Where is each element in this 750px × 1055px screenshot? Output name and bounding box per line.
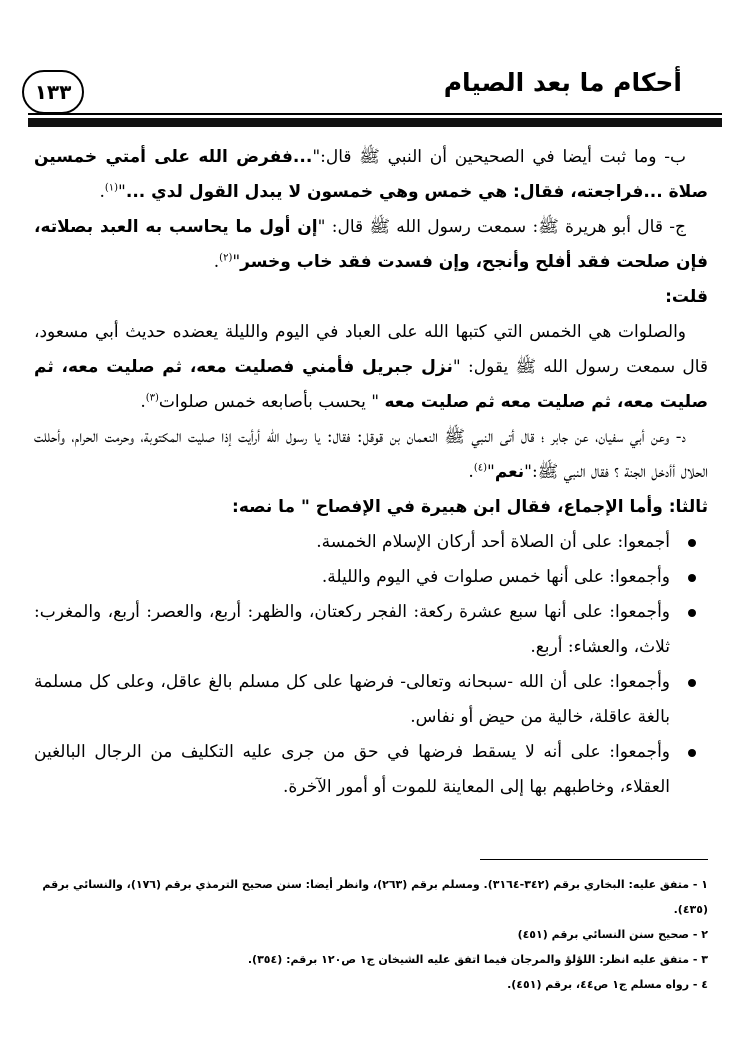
qult-heading: قلت: [665, 287, 708, 307]
bullet-icon [688, 574, 696, 582]
footnote-ref-4: (٤) [473, 462, 487, 474]
paragraph-b-end: " [118, 182, 126, 202]
bullet-icon [688, 609, 696, 617]
paragraph-salawat-quote: نزل جبريل فأمني فصليت معه، ثم صليت معه، ثم صليت معه، ثم صليت معه ثم صليت معه [34, 357, 708, 412]
list-item-text: وأجمعوا: على أنه لا يسقط فرضها في حق من جرى عليه التكليف من الرجال البالغين العقلاء، وخاطبهم بها إلى المعاينة للموت أو أمور الآخرة. [34, 742, 670, 797]
paragraph-b: ب- وما ثبت أيضا في الصحيحين أن النبي ﷺ قال:"...ففرض الله على أمتي خمسين صلاة ...فراجعته، فقال: هي خمس وهي خمسون لا يبدل القول لدي ..."$^{(١)}$. [34, 147, 708, 202]
list-item [34, 665, 708, 735]
paragraph-d-end: " [487, 462, 495, 482]
page-number: ١٣٣ [22, 70, 84, 114]
paragraph-salawat-intro: والصلوات هي الخمس التي كتبها الله على العباد في اليوم والليلة يعضده حديث أبي مسعود، قال سمعت رسول الله ﷺ يقول: " [34, 322, 709, 377]
footnote-ref-2: (٢) [219, 252, 233, 264]
paragraph-b-intro: ب- وما ثبت أيضا في الصحيحين أن النبي ﷺ قال:" [312, 147, 686, 167]
list-item-text: وأجمعوا: على أنها خمس صلوات في اليوم والليلة. [321, 567, 670, 587]
paragraph-b-quote: ...ففرض الله على أمتي خمسين صلاة ...فراجعته، فقال: هي خمس وهي خمسون لا يبدل القول لدي ... [34, 147, 708, 202]
paragraph-j-end: " [232, 252, 241, 272]
footnote-2: ٢ - صحيح سنن النسائي برقم (٤٥١) [517, 928, 708, 941]
list-item [34, 525, 708, 560]
bullet-icon [688, 539, 696, 547]
main-text [34, 140, 708, 805]
list-item [34, 595, 708, 665]
header-rule-thick [28, 118, 722, 127]
footnote-ref-3: (٣) [145, 392, 159, 404]
paragraph-d: د- وعن أبي سفيان، عن جابر ؛ قال أتى النبي ﷺ النعمان بن قوقل: فقال: يا رسول الله أرأيت إذا صليت المكتوبة، وحرمت الحرام، وأحللت الحلال أأدخل الجنة ؟ فقال النبي ﷺ:"نعم"$^{(٤)}$. [34, 427, 708, 482]
footnote-divider [480, 859, 708, 860]
thalithan-heading: ثالثا: وأما الإجماع، فقال ابن هبيرة في الإفصاح " ما نصه: [232, 497, 708, 517]
list-item-text: أجمعوا: على أن الصلاة أحد أركان الإسلام الخمسة. [316, 532, 670, 552]
footnote-1: ١ - متفق عليه: البخاري برقم (٣٤٢-٣١٦٤). ومسلم برقم (٢٦٣)، وانظر أيضا: سنن صحيح الترمذي برقم (١٧٦)، والنسائي برقم (٤٣٥). [42, 878, 708, 916]
list-item-text: وأجمعوا: على أن الله -سبحانه وتعالى- فرضها على كل مسلم بالغ عاقل، وعلى كل مسلمة بالغة عاقلة، خالية من حيض أو نفاس. [34, 672, 670, 727]
paragraph-j: ج- قال أبو هريرة ﷺ: سمعت رسول الله ﷺ قال: "إن أول ما يحاسب به العبد بصلاته، فإن صلحت فقد أفلح وأنجح، وإن فسدت فقد خاب وخسر"$^{(٢)}$. [34, 217, 708, 272]
paragraph-d-quote: نعم [494, 462, 525, 482]
paragraph-j-intro: ج- قال أبو هريرة ﷺ: سمعت رسول الله ﷺ قال: " [317, 217, 686, 237]
consensus-list [34, 525, 708, 805]
paragraph-salawat: والصلوات هي الخمس التي كتبها الله على العباد في اليوم والليلة يعضده حديث أبي مسعود، قال سمعت رسول الله ﷺ يقول: "نزل جبريل فأمني فصليت معه، ثم صليت معه، ثم صليت معه، ثم صليت معه ثم صليت معه " يحسب بأصابعه خمس صلوات$^{(٣)}$. [34, 322, 709, 412]
footnote-4: ٤ - رواه مسلم ج١ ص٤٤، برقم (٤٥١). [507, 978, 708, 991]
bullet-icon [688, 679, 696, 687]
header-rule-thin [28, 113, 722, 115]
running-header-title: أحكام ما بعد الصيام [443, 68, 682, 97]
list-item [34, 560, 708, 595]
paragraph-j-quote: إن أول ما يحاسب به العبد بصلاته، فإن صلحت فقد أفلح وأنجح، وإن فسدت فقد خاب وخسر [34, 217, 708, 272]
paragraph-d-intro: د- وعن أبي سفيان، عن جابر ؛ قال أتى النبي ﷺ النعمان بن قوقل: فقال: يا رسول الله أرأيت إذا صليت المكتوبة، وحرمت الحرام، وأحللت الحلال أأدخل الجنة ؟ فقال النبي ﷺ:" [34, 427, 708, 482]
footnote-ref-1: (١) [104, 182, 119, 194]
list-item [34, 735, 708, 805]
footnotes [34, 872, 708, 997]
paragraph-salawat-end: " يحسب بأصابعه خمس صلوات [158, 392, 385, 412]
bullet-icon [688, 749, 696, 757]
footnote-3: ٣ - متفق عليه انظر: اللؤلؤ والمرجان فيما اتفق عليه الشيخان ج١ ص١٢٠ برقم: (٣٥٤). [247, 953, 708, 966]
list-item-text: وأجمعوا: على أنها سبع عشرة ركعة: الفجر ركعتان، والظهر: أربع، والعصر: أربع، والمغرب: ثلاث، والعشاء: أربع. [34, 602, 670, 657]
